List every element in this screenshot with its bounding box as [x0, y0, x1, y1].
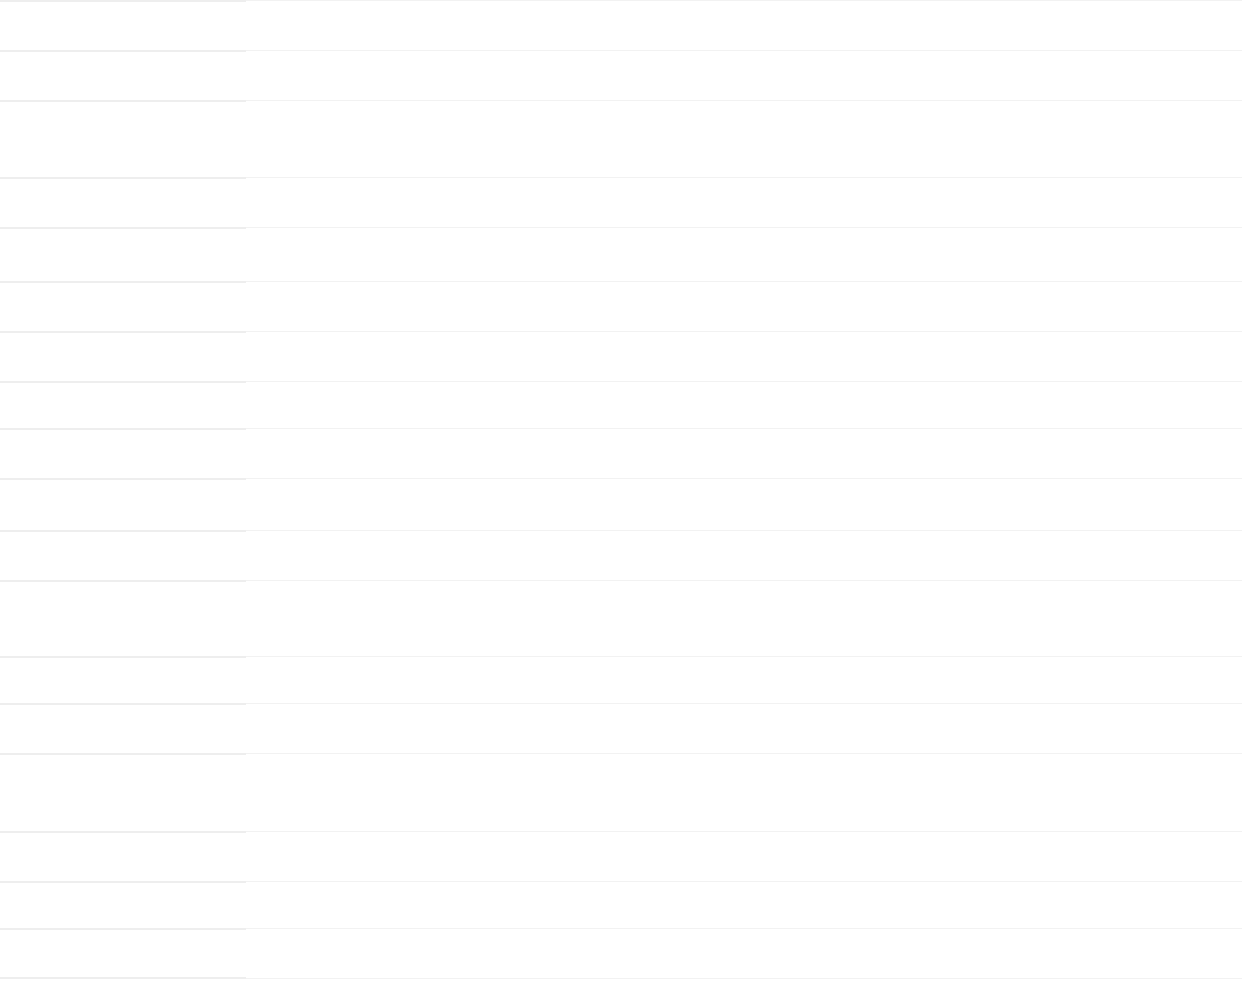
row-label [0, 703, 246, 753]
table-row [0, 331, 1242, 381]
row-value [246, 753, 1242, 831]
table-row [0, 281, 1242, 331]
row-value [246, 831, 1242, 881]
row-label [0, 656, 246, 703]
table-row [0, 753, 1242, 831]
table-row [0, 881, 1242, 928]
table-row [0, 227, 1242, 281]
table-row [0, 0, 1242, 50]
row-value [246, 928, 1242, 977]
table-row [0, 50, 1242, 100]
row-value [246, 177, 1242, 227]
table-row [0, 381, 1242, 428]
table-row [0, 580, 1242, 656]
row-value [246, 331, 1242, 381]
row-label [0, 50, 246, 100]
row-label [0, 0, 246, 50]
row-value [246, 530, 1242, 580]
row-label [0, 478, 246, 530]
table-row [0, 478, 1242, 530]
row-value [246, 703, 1242, 753]
table-bottom-divider [0, 977, 246, 979]
table-row [0, 428, 1242, 478]
row-label [0, 281, 246, 331]
table-row [0, 831, 1242, 881]
row-value [246, 656, 1242, 703]
row-value [246, 281, 1242, 331]
row-label [0, 530, 246, 580]
row-value [246, 428, 1242, 478]
row-label [0, 100, 246, 177]
row-label [0, 381, 246, 428]
table-bottom-divider-value [246, 978, 1242, 979]
row-label [0, 881, 246, 928]
table-row [0, 100, 1242, 177]
row-value [246, 227, 1242, 281]
table-row [0, 656, 1242, 703]
row-label [0, 428, 246, 478]
row-label [0, 177, 246, 227]
table-row [0, 177, 1242, 227]
row-value [246, 478, 1242, 530]
row-label [0, 580, 246, 656]
row-label [0, 928, 246, 977]
row-value [246, 50, 1242, 100]
table-row [0, 928, 1242, 977]
row-value [246, 0, 1242, 50]
row-value [246, 881, 1242, 928]
row-value [246, 381, 1242, 428]
table-row [0, 703, 1242, 753]
row-value [246, 580, 1242, 656]
row-label [0, 831, 246, 881]
row-value [246, 100, 1242, 177]
row-label [0, 227, 246, 281]
table-row [0, 530, 1242, 580]
row-label [0, 331, 246, 381]
row-label [0, 753, 246, 831]
